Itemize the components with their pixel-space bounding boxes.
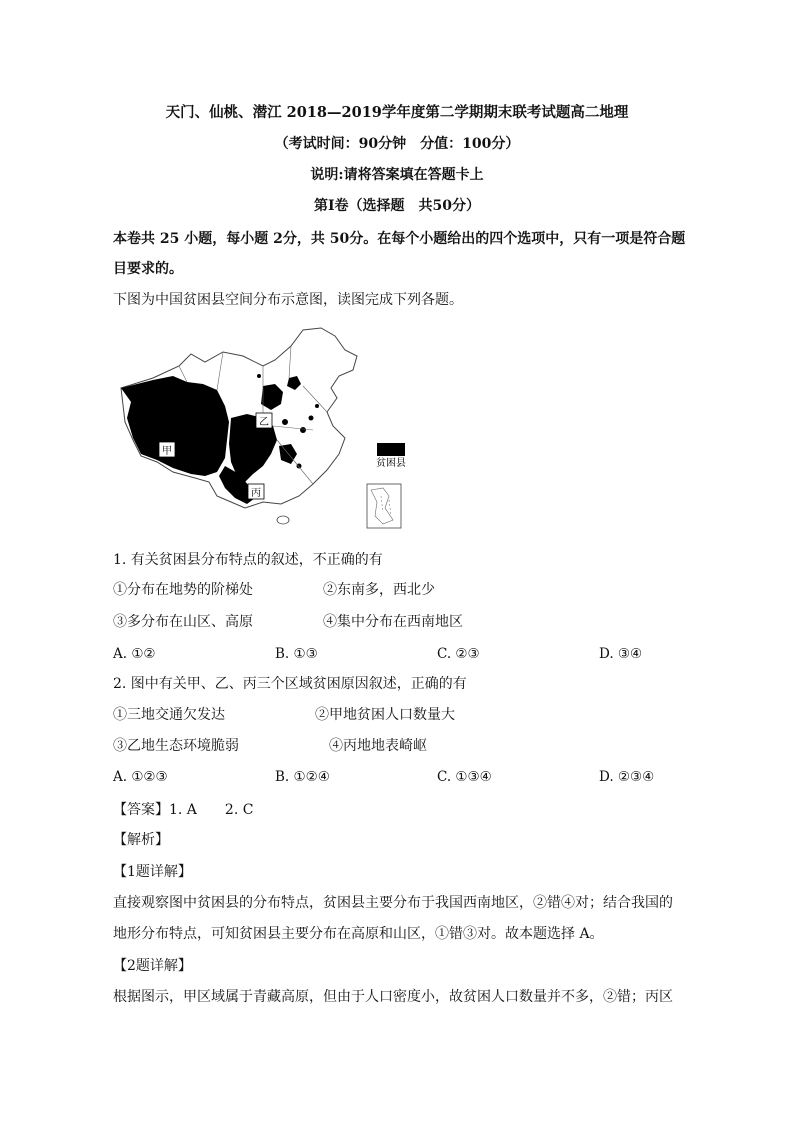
- q2-statement-3: ③乙地生态环境脆弱: [113, 738, 239, 754]
- label-bing: 丙: [251, 488, 261, 499]
- analysis-label: 【解析】: [113, 832, 169, 848]
- poverty-county-map: [113, 326, 413, 532]
- legend-label: 贫困县: [376, 458, 406, 469]
- q2-detail-label: 【2题详解】: [113, 958, 192, 974]
- q1-detail-line-2: 地形分布特点，可知贫困县主要分布在高原和山区，①错③对。故本题选择 A。: [113, 926, 604, 942]
- q2-option-a: A. ①②③: [113, 769, 168, 785]
- q1-option-b: B. ①③: [275, 646, 318, 662]
- figure-intro: 下图为中国贫困县空间分布示意图，读图完成下列各题。: [113, 292, 463, 308]
- q2-statement-2: ②甲地贫困人口数量大: [315, 707, 455, 723]
- q1-statement-3: ③多分布在山区、高原: [113, 614, 253, 630]
- intro-line-2: 目要求的。: [113, 261, 183, 277]
- q2-option-c: C. ①③④: [437, 769, 492, 785]
- legend-swatch: [377, 443, 405, 456]
- q1-detail-line-1: 直接观察图中贫困县的分布特点，贫困县主要分布于我国西南地区，②错④对；结合我国的: [113, 895, 673, 911]
- question-2-stem: 2. 图中有关甲、乙、丙三个区域贫困原因叙述，正确的有: [113, 676, 467, 692]
- q2-option-b: B. ①②④: [275, 769, 330, 785]
- poverty-region-west: [121, 376, 229, 476]
- q2-detail-line-1: 根据图示，甲区域属于青藏高原，但由于人口密度小，故贫困人口数量并不多，②错；丙区: [113, 989, 673, 1005]
- label-yi: 乙: [259, 417, 269, 428]
- question-1-stem: 1. 有关贫困县分布特点的叙述，不正确的有: [113, 552, 383, 568]
- q1-statement-4: ④集中分布在西南地区: [323, 614, 463, 630]
- q1-option-c: C. ②③: [437, 646, 480, 662]
- label-jia: 甲: [162, 446, 172, 457]
- q1-option-d: D. ③④: [599, 646, 643, 662]
- instruction: 说明:请将答案填在答题卡上: [310, 167, 484, 183]
- document-title: 天门、仙桃、潜江 2018—2019学年度第二学期期末联考试题高二地理: [165, 104, 629, 121]
- exam-info: （考试时间：90分钟 分值：100分）: [274, 136, 520, 152]
- intro-line-1: 本卷共 25 小题，每小题 2分，共 50分。在每个小题给出的四个选项中，只有一项是符合题: [113, 231, 686, 247]
- q2-option-d: D. ②③④: [599, 769, 655, 785]
- section-title: 第Ⅰ卷（选择题 共50分）: [313, 198, 481, 214]
- q1-option-a: A. ①②: [113, 646, 156, 662]
- q2-statement-4: ④丙地地表崎岖: [329, 738, 427, 754]
- q1-statement-1: ①分布在地势的阶梯处: [113, 582, 253, 598]
- answer-line: 【答案】1. A 2. C: [113, 802, 254, 818]
- q1-detail-label: 【1题详解】: [113, 864, 192, 880]
- q2-statement-1: ①三地交通欠发达: [113, 707, 225, 723]
- q1-statement-2: ②东南多，西北少: [323, 582, 435, 598]
